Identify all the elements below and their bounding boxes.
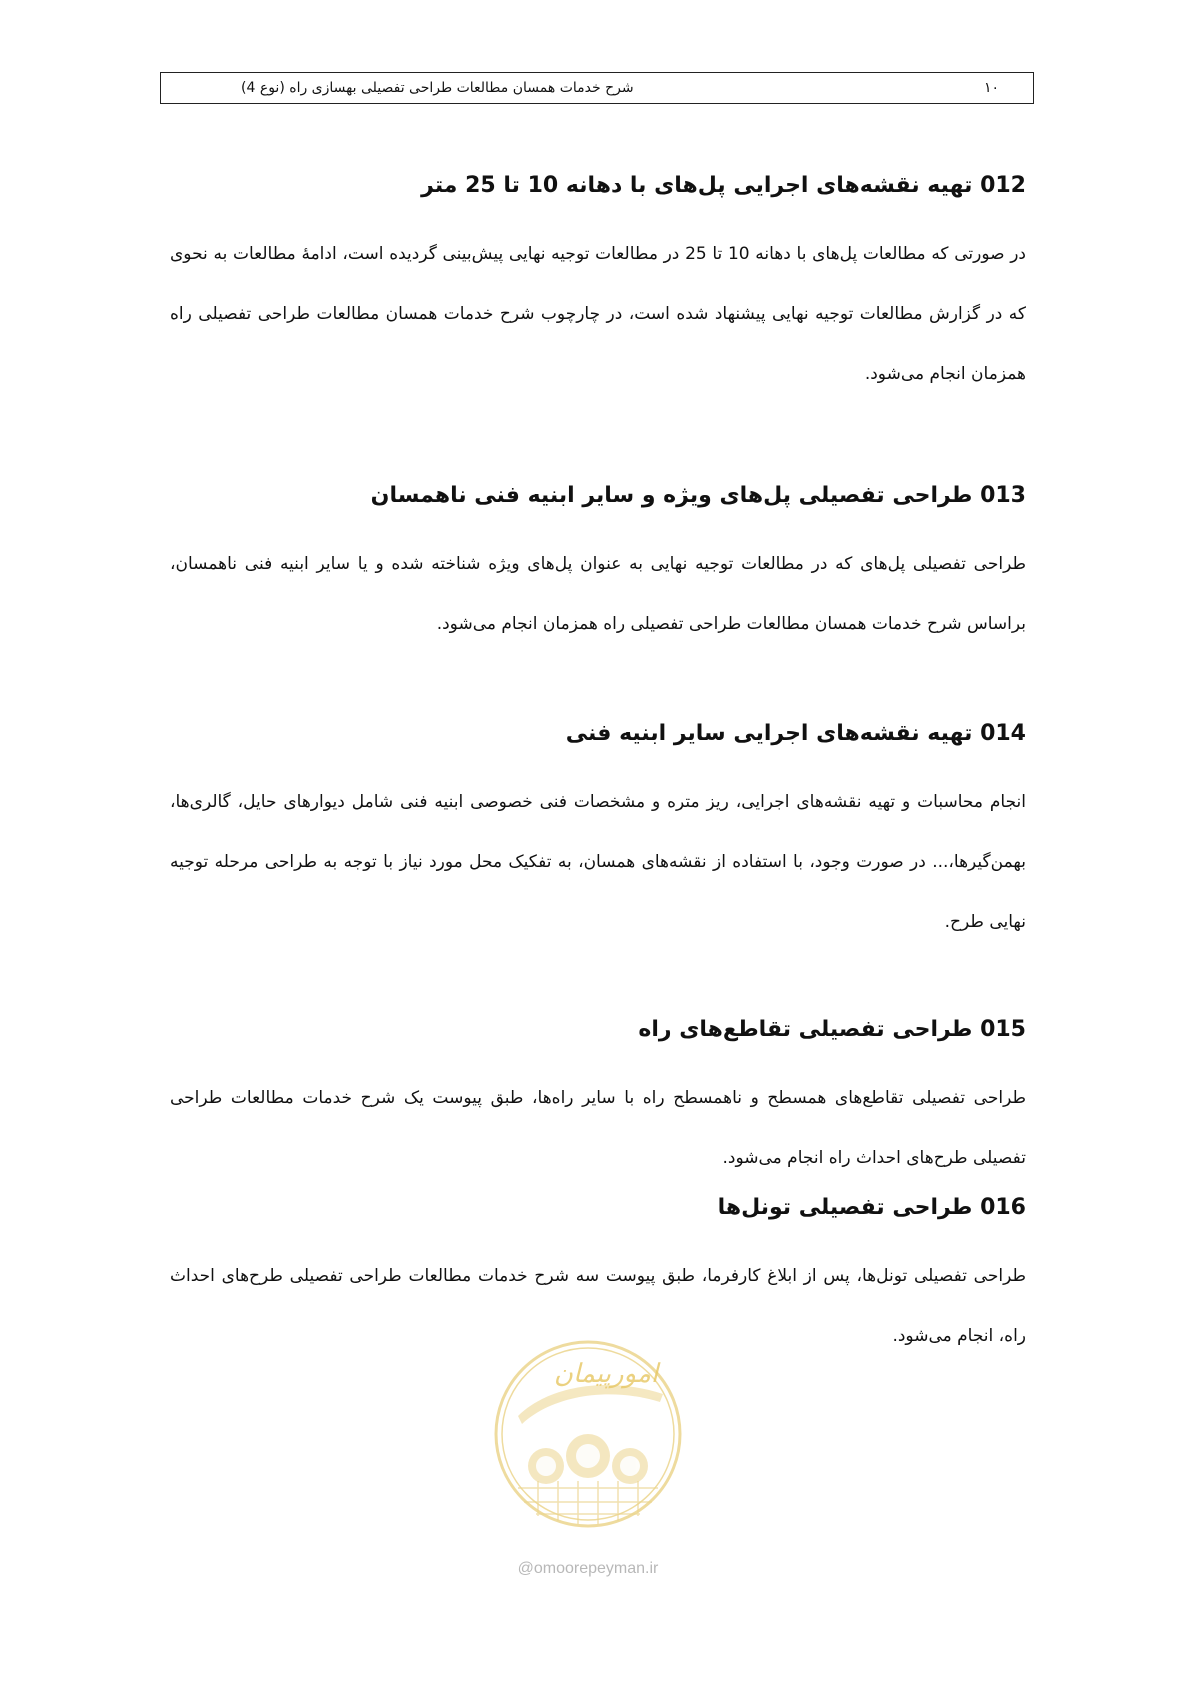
section-body: انجام محاسبات و تهیه نقشه‌های اجرایی، ریز متره و مشخصات فنی خصوصی ابنیه فنی شامل دیوارهای حایل، گالری‌ها، بهمن‌گیرها،... در صورت وجود، با استفاده از نقشه‌های همسان، به تفکیک محل مورد نیاز با توجه به طراحی مرحله توجیه نهایی طرح. xyxy=(170,792,1026,932)
section-014 xyxy=(170,718,1026,952)
section-body: طراحی تفصیلی تونل‌ها، پس از ابلاغ کارفرما، طبق پیوست سه شرح خدمات مطالعات طراحی تفصیلی طرح‌های احداث راه، انجام می‌شود. xyxy=(170,1266,1026,1346)
section-heading: 013 طراحی تفصیلی پل‌های ویژه و سایر ابنیه فنی ناهمسان xyxy=(370,483,1026,508)
section-015 xyxy=(170,1014,1026,1188)
watermark-url: @omoorepeyman.ir xyxy=(517,1560,659,1577)
section-heading: 014 تهیه نقشه‌های اجرایی سایر ابنیه فنی xyxy=(565,721,1026,746)
page-number: ۱۰ xyxy=(983,80,999,96)
watermark-logo xyxy=(488,1316,688,1556)
page-header xyxy=(160,72,1034,104)
section-heading: 012 تهیه نقشه‌های اجرایی پل‌های با دهانه 10 تا 25 متر xyxy=(421,173,1026,198)
header-title: شرح خدمات همسان مطالعات طراحی تفصیلی بهسازی راه (نوع 4) xyxy=(241,80,634,96)
section-heading: 016 طراحی تفصیلی تونل‌ها xyxy=(717,1195,1026,1220)
section-body: طراحی تفصیلی تقاطع‌های همسطح و ناهمسطح راه با سایر راه‌ها، طبق پیوست یک شرح خدمات مطالعات طراحی تفصیلی طرح‌های احداث راه انجام می‌شود. xyxy=(170,1088,1026,1168)
section-heading: 015 طراحی تفصیلی تقاطع‌های راه xyxy=(638,1017,1026,1042)
section-013 xyxy=(170,480,1026,654)
watermark-logo-text: امورپیمان xyxy=(553,1359,659,1389)
section-body: در صورتی که مطالعات پل‌های با دهانه 10 تا 25 در مطالعات توجیه نهایی پیش‌بینی گردیده است، ادامهٔ مطالعات به نحوی که در گزارش مطالعات توجیه نهایی پیشنهاد شده است، در چارچوب شرح خدمات همسان مطالعات طراحی تفصیلی راه همزمان انجام می‌شود. xyxy=(170,244,1026,384)
section-body: طراحی تفصیلی پل‌های که در مطالعات توجیه نهایی به عنوان پل‌های ویژه شناخته شده و یا سایر ابنیه فنی ناهمسان، براساس شرح خدمات همسان مطالعات طراحی تفصیلی راه همزمان انجام می‌شود. xyxy=(170,554,1026,634)
section-012 xyxy=(170,170,1026,404)
